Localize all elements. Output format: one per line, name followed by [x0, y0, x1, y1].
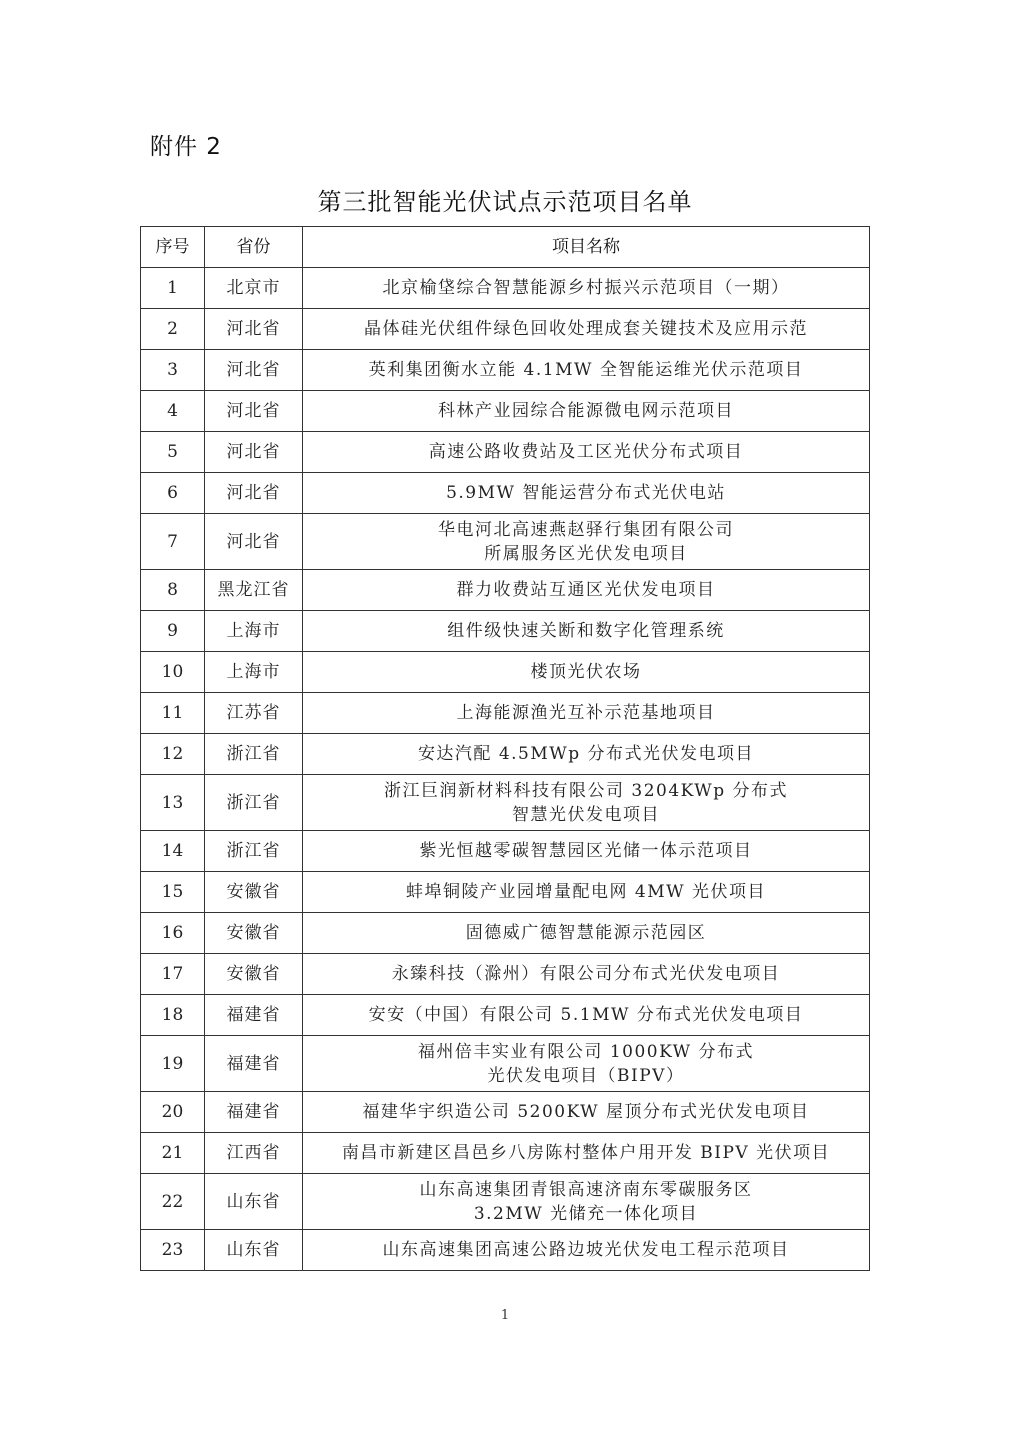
project-name-line: 紫光恒越零碳智慧园区光储一体示范项目 [419, 841, 753, 861]
table-row [141, 872, 870, 913]
row-province: 江西省 [205, 1133, 303, 1174]
row-number: 18 [141, 995, 205, 1036]
project-name-line: 上海能源渔光互补示范基地项目 [456, 703, 716, 723]
project-name-line: 浙江巨润新材料科技有限公司 3204KWp 分布式 [383, 780, 789, 801]
attachment-label: 附件 2 [150, 134, 222, 160]
row-project-name [303, 872, 870, 913]
row-province: 北京市 [205, 268, 303, 309]
row-province: 河北省 [205, 514, 303, 570]
project-name-line: 群力收费站互通区光伏发电项目 [456, 580, 716, 600]
page-number: 1 [500, 1308, 510, 1323]
project-name-line: 科林产业园综合能源微电网示范项目 [438, 401, 734, 421]
project-name-line: 华电河北高速燕赵驿行集团有限公司 [438, 519, 734, 540]
row-project-name [303, 1174, 870, 1230]
project-name-line: 楼顶光伏农场 [530, 662, 642, 682]
project-name-line: 光伏发电项目（BIPV） [487, 1065, 685, 1086]
project-name-line: 组件级快速关断和数字化管理系统 [447, 621, 725, 641]
row-project-name [303, 693, 870, 734]
project-name-line: 晶体硅光伏组件绿色回收处理成套关键技术及应用示范 [364, 319, 808, 339]
row-province: 河北省 [205, 391, 303, 432]
row-project-name [303, 1230, 870, 1271]
row-province: 河北省 [205, 309, 303, 350]
row-project-name [303, 473, 870, 514]
row-province: 福建省 [205, 995, 303, 1036]
row-project-name [303, 268, 870, 309]
header-no: 序号 [141, 227, 205, 268]
row-province: 安徽省 [205, 913, 303, 954]
project-name-line: 5.9MW 智能运营分布式光伏电站 [446, 483, 726, 503]
row-number: 2 [141, 309, 205, 350]
row-province: 江苏省 [205, 693, 303, 734]
table-row [141, 514, 870, 570]
row-number: 4 [141, 391, 205, 432]
table-row [141, 570, 870, 611]
row-project-name [303, 831, 870, 872]
page-title: 第三批智能光伏试点示范项目名单 [317, 188, 693, 216]
table-row [141, 734, 870, 775]
table-body [141, 268, 870, 1271]
row-number: 3 [141, 350, 205, 391]
row-province: 黑龙江省 [205, 570, 303, 611]
table-row [141, 1036, 870, 1092]
table-row [141, 1230, 870, 1271]
row-province: 福建省 [205, 1036, 303, 1092]
row-project-name [303, 570, 870, 611]
project-name-line: 智慧光伏发电项目 [512, 804, 660, 825]
row-project-name [303, 954, 870, 995]
row-number: 15 [141, 872, 205, 913]
project-name-line: 3.2MW 光储充一体化项目 [473, 1203, 699, 1224]
table-row [141, 473, 870, 514]
project-name-line: 安达汽配 4.5MWp 分布式光伏发电项目 [417, 744, 755, 764]
row-project-name [303, 652, 870, 693]
row-number: 7 [141, 514, 205, 570]
row-project-name [303, 350, 870, 391]
table-row [141, 1092, 870, 1133]
project-name-line: 固德威广德智慧能源示范园区 [465, 923, 707, 943]
table-header-row [141, 227, 870, 268]
table-row [141, 1133, 870, 1174]
row-number: 1 [141, 268, 205, 309]
row-number: 9 [141, 611, 205, 652]
project-name-line: 北京榆垡综合智慧能源乡村振兴示范项目（一期） [382, 278, 790, 298]
row-project-name [303, 611, 870, 652]
row-project-name [303, 734, 870, 775]
row-province: 河北省 [205, 432, 303, 473]
row-number: 8 [141, 570, 205, 611]
table-row [141, 831, 870, 872]
row-province: 安徽省 [205, 954, 303, 995]
table-row [141, 611, 870, 652]
project-table [140, 226, 870, 1271]
table-row [141, 913, 870, 954]
project-name-line: 高速公路收费站及工区光伏分布式项目 [428, 442, 744, 462]
row-number: 5 [141, 432, 205, 473]
project-name-line: 安安（中国）有限公司 5.1MW 分布式光伏发电项目 [368, 1005, 804, 1025]
row-province: 安徽省 [205, 872, 303, 913]
row-project-name [303, 1133, 870, 1174]
project-name-line: 福州倍丰实业有限公司 1000KW 分布式 [417, 1041, 755, 1062]
row-number: 14 [141, 831, 205, 872]
row-number: 11 [141, 693, 205, 734]
row-project-name [303, 514, 870, 570]
table-row [141, 350, 870, 391]
table-row [141, 268, 870, 309]
row-project-name [303, 309, 870, 350]
row-number: 22 [141, 1174, 205, 1230]
table-row [141, 309, 870, 350]
row-project-name [303, 432, 870, 473]
table-row [141, 432, 870, 473]
project-name-line: 福建华宇织造公司 5200KW 屋顶分布式光伏发电项目 [362, 1102, 810, 1122]
row-number: 16 [141, 913, 205, 954]
row-province: 福建省 [205, 1092, 303, 1133]
header-name: 项目名称 [303, 227, 870, 268]
row-province: 上海市 [205, 652, 303, 693]
table-row [141, 775, 870, 831]
project-name-line: 所属服务区光伏发电项目 [484, 543, 688, 564]
project-name-line: 蚌埠铜陵产业园增量配电网 4MW 光伏项目 [405, 882, 766, 902]
project-name-line: 山东高速集团高速公路边坡光伏发电工程示范项目 [382, 1240, 790, 1260]
table-row [141, 954, 870, 995]
row-project-name [303, 391, 870, 432]
project-name-line: 山东高速集团青银高速济南东零碳服务区 [419, 1179, 753, 1200]
project-name-line: 永臻科技（滁州）有限公司分布式光伏发电项目 [391, 964, 781, 984]
row-province: 浙江省 [205, 831, 303, 872]
row-province: 山东省 [205, 1174, 303, 1230]
row-number: 13 [141, 775, 205, 831]
row-province: 浙江省 [205, 734, 303, 775]
row-province: 上海市 [205, 611, 303, 652]
table-row [141, 652, 870, 693]
row-province: 河北省 [205, 350, 303, 391]
row-number: 10 [141, 652, 205, 693]
table-row [141, 391, 870, 432]
row-number: 21 [141, 1133, 205, 1174]
row-project-name [303, 775, 870, 831]
row-number: 23 [141, 1230, 205, 1271]
row-project-name [303, 995, 870, 1036]
row-province: 山东省 [205, 1230, 303, 1271]
table-row [141, 693, 870, 734]
row-number: 17 [141, 954, 205, 995]
row-project-name [303, 1036, 870, 1092]
header-province: 省份 [205, 227, 303, 268]
project-name-line: 英利集团衡水立能 4.1MW 全智能运维光伏示范项目 [368, 360, 804, 380]
table-row [141, 995, 870, 1036]
table-row [141, 1174, 870, 1230]
row-project-name [303, 1092, 870, 1133]
project-name-line: 南昌市新建区昌邑乡八房陈村整体户用开发 BIPV 光伏项目 [341, 1143, 831, 1163]
row-number: 6 [141, 473, 205, 514]
row-number: 12 [141, 734, 205, 775]
row-number: 19 [141, 1036, 205, 1092]
row-province: 浙江省 [205, 775, 303, 831]
row-project-name [303, 913, 870, 954]
row-number: 20 [141, 1092, 205, 1133]
row-province: 河北省 [205, 473, 303, 514]
